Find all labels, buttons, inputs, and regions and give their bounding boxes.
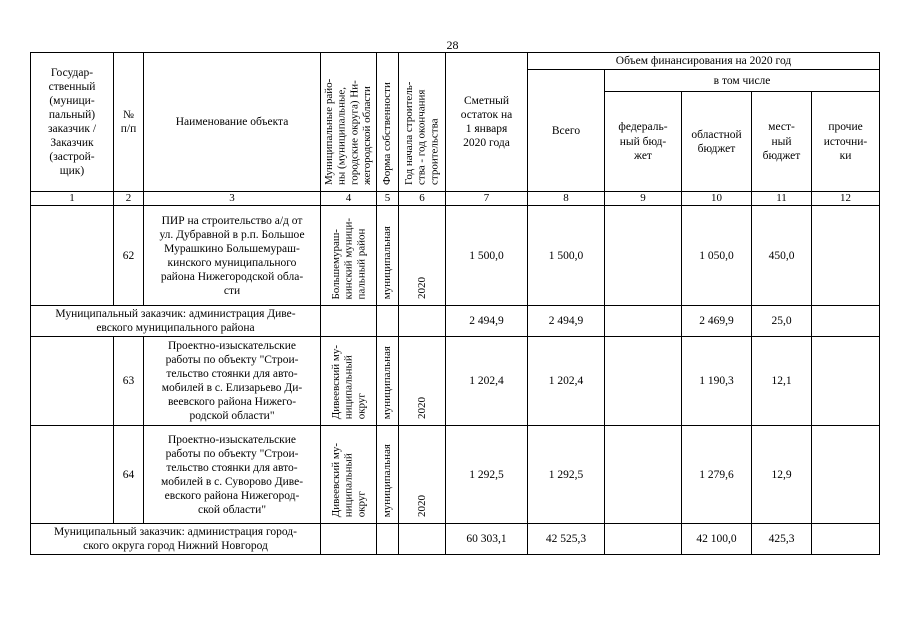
header-ownership: Форма собственности bbox=[381, 82, 394, 185]
header-number: № п/п bbox=[114, 53, 144, 192]
row-year: 2020 bbox=[415, 397, 428, 420]
row-district: Большемураш- кинский муници- пальный район bbox=[329, 217, 367, 300]
column-number: 10 bbox=[682, 192, 752, 206]
row-district-cell bbox=[321, 337, 377, 426]
row-customer bbox=[31, 206, 114, 306]
row-number: 63 bbox=[114, 337, 144, 426]
header-federal: федераль- ный бюд- жет bbox=[605, 92, 682, 192]
customer-label: Муниципальный заказчик: администрация город- ского округа город Нижний Новгород bbox=[31, 524, 321, 555]
row-balance: 1 202,4 bbox=[446, 337, 528, 426]
row-object-name: ПИР на строительство а/д от ул. Дубравной в р.п. Большое Мурашкино Большемураш- кинского муниципального района Нижегородской обла- сти bbox=[144, 206, 321, 306]
column-number: 2 bbox=[114, 192, 144, 206]
header-other: прочие источни- ки bbox=[812, 92, 880, 192]
row-regional: 1 279,6 bbox=[682, 426, 752, 524]
header-regional: областной бюджет bbox=[682, 92, 752, 192]
row-number: 62 bbox=[114, 206, 144, 306]
row-district: Дивеевский му- ниципальный округ bbox=[329, 345, 367, 420]
row-object-name: Проектно-изыскательские работы по объекту "Строи- тельство стоянки для авто- мобилей в с. Суворово Диве- евского района Нижегород- ской области" bbox=[144, 426, 321, 524]
column-number: 12 bbox=[812, 192, 880, 206]
customer-district bbox=[321, 524, 377, 555]
table-row bbox=[31, 337, 880, 426]
column-number: 11 bbox=[752, 192, 812, 206]
row-year: 2020 bbox=[415, 277, 428, 300]
column-number: 4 bbox=[321, 192, 377, 206]
row-ownership: муниципальная bbox=[381, 226, 394, 300]
row-balance: 1 500,0 bbox=[446, 206, 528, 306]
row-balance: 1 292,5 bbox=[446, 426, 528, 524]
customer-local: 25,0 bbox=[752, 306, 812, 337]
row-customer bbox=[31, 426, 114, 524]
header-total: Всего bbox=[528, 70, 605, 192]
header-years: Год начала строитель- ства - год окончания строительства bbox=[403, 81, 441, 185]
column-numbers-row bbox=[31, 192, 880, 206]
header-financing: Объем финансирования на 2020 год bbox=[528, 53, 880, 70]
row-total: 1 500,0 bbox=[528, 206, 605, 306]
customer-year bbox=[399, 306, 446, 337]
row-other bbox=[812, 426, 880, 524]
row-year: 2020 bbox=[415, 495, 428, 518]
header-object-name: Наименование объекта bbox=[144, 53, 321, 192]
customer-federal bbox=[605, 524, 682, 555]
row-ownership: муниципальная bbox=[381, 346, 394, 420]
customer-balance: 2 494,9 bbox=[446, 306, 528, 337]
customer-total: 2 494,9 bbox=[528, 306, 605, 337]
row-federal bbox=[605, 337, 682, 426]
customer-row bbox=[31, 306, 880, 337]
row-local: 12,9 bbox=[752, 426, 812, 524]
customer-other bbox=[812, 524, 880, 555]
row-customer bbox=[31, 337, 114, 426]
row-total: 1 292,5 bbox=[528, 426, 605, 524]
row-year-cell bbox=[399, 426, 446, 524]
row-year-cell bbox=[399, 337, 446, 426]
customer-row bbox=[31, 524, 880, 555]
financing-table bbox=[30, 52, 880, 555]
customer-ownership bbox=[377, 306, 399, 337]
header-local: мест- ный бюджет bbox=[752, 92, 812, 192]
row-local: 12,1 bbox=[752, 337, 812, 426]
header-including: в том числе bbox=[605, 70, 880, 92]
row-regional: 1 050,0 bbox=[682, 206, 752, 306]
row-year-cell bbox=[399, 206, 446, 306]
header-row-1 bbox=[31, 53, 880, 70]
customer-ownership bbox=[377, 524, 399, 555]
row-object-name: Проектно-изыскательские работы по объекту "Строи- тельство стоянки для авто- мобилей в с. Елизарьево Ди- веевского района Нижего- родской области" bbox=[144, 337, 321, 426]
page-number: 28 bbox=[446, 38, 459, 52]
customer-federal bbox=[605, 306, 682, 337]
row-local: 450,0 bbox=[752, 206, 812, 306]
customer-regional: 42 100,0 bbox=[682, 524, 752, 555]
row-district-cell bbox=[321, 206, 377, 306]
table-row bbox=[31, 426, 880, 524]
customer-label: Муниципальный заказчик: администрация Диве- евского муниципального района bbox=[31, 306, 321, 337]
customer-balance: 60 303,1 bbox=[446, 524, 528, 555]
row-number: 64 bbox=[114, 426, 144, 524]
row-federal bbox=[605, 206, 682, 306]
header-ownership-cell bbox=[377, 53, 399, 192]
customer-year bbox=[399, 524, 446, 555]
customer-total: 42 525,3 bbox=[528, 524, 605, 555]
row-ownership: муниципальная bbox=[381, 444, 394, 518]
column-number: 7 bbox=[446, 192, 528, 206]
row-ownership-cell bbox=[377, 426, 399, 524]
column-number: 6 bbox=[399, 192, 446, 206]
header-balance: Сметный остаток на 1 января 2020 года bbox=[446, 53, 528, 192]
table-row bbox=[31, 206, 880, 306]
row-federal bbox=[605, 426, 682, 524]
column-number: 8 bbox=[528, 192, 605, 206]
customer-regional: 2 469,9 bbox=[682, 306, 752, 337]
customer-district bbox=[321, 306, 377, 337]
row-other bbox=[812, 337, 880, 426]
customer-other bbox=[812, 306, 880, 337]
row-district: Дивеевский му- ниципальный округ bbox=[329, 443, 367, 518]
row-total: 1 202,4 bbox=[528, 337, 605, 426]
header-years-cell bbox=[399, 53, 446, 192]
column-number: 1 bbox=[31, 192, 114, 206]
customer-local: 425,3 bbox=[752, 524, 812, 555]
header-district-cell bbox=[321, 53, 377, 192]
column-number: 3 bbox=[144, 192, 321, 206]
column-number: 9 bbox=[605, 192, 682, 206]
row-other bbox=[812, 206, 880, 306]
header-district: Муниципальные райо- ны (муниципальные, городские округа) Ни- жегородской области bbox=[323, 78, 374, 185]
header-customer: Государ- ственный (муници- пальный) заказчик / Заказчик (застрой- щик) bbox=[31, 53, 114, 192]
row-regional: 1 190,3 bbox=[682, 337, 752, 426]
row-ownership-cell bbox=[377, 337, 399, 426]
row-district-cell bbox=[321, 426, 377, 524]
row-ownership-cell bbox=[377, 206, 399, 306]
column-number: 5 bbox=[377, 192, 399, 206]
